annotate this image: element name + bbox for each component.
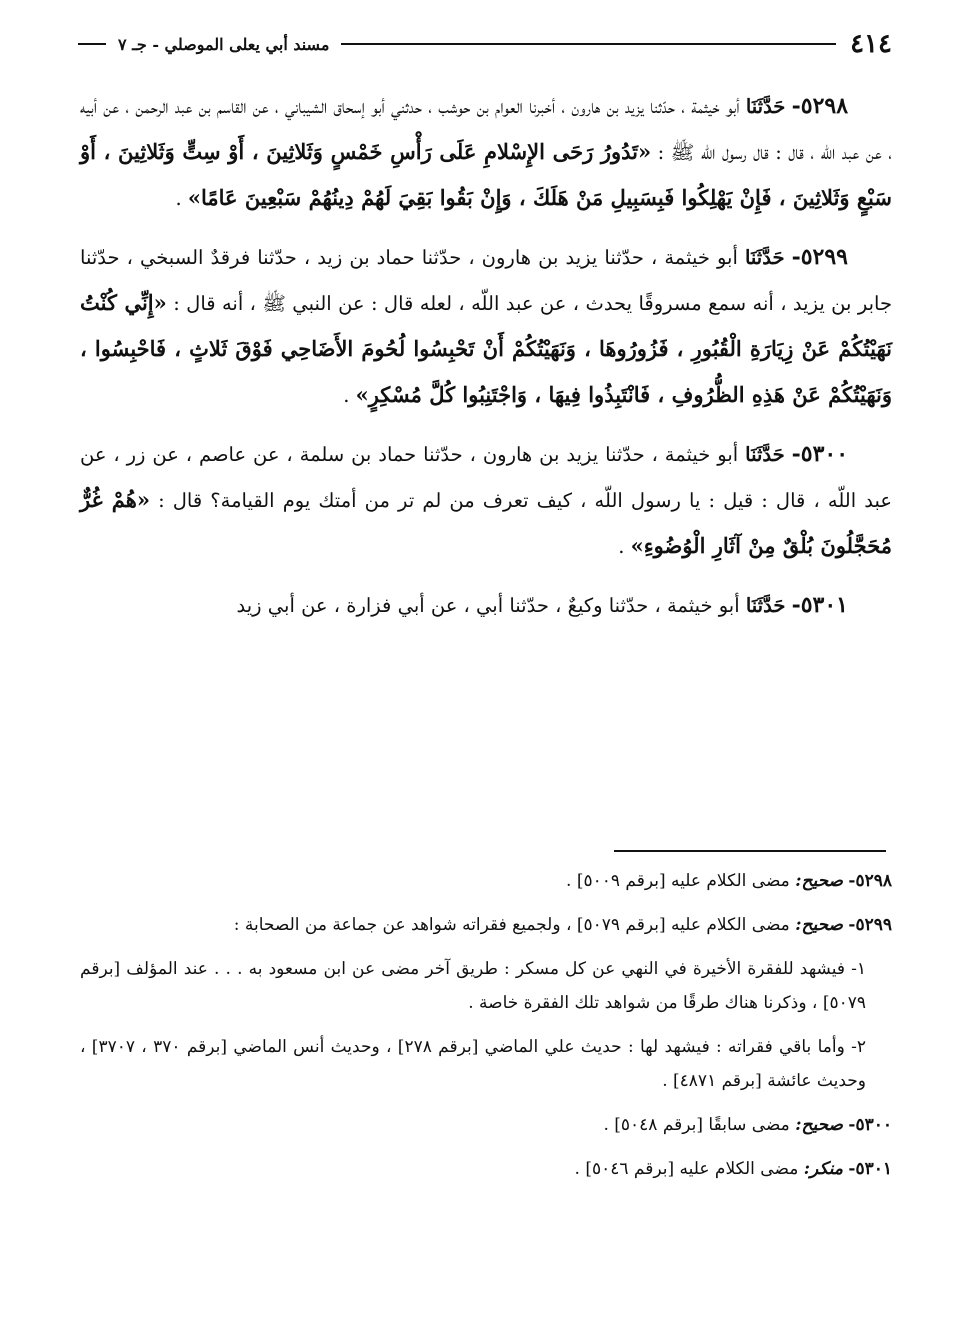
haddathana-word: حَدَّثَنَا xyxy=(745,443,785,466)
hadith-number: ٥٣٠٠- xyxy=(791,441,849,467)
isnad-text: أبو خيثمة ، حدّثنا يزيد بن هارون ، أخبرنا العوام بن حوشب ، حدثني أبو إسحاق الشيباني ، عن القاسم بن عبد الرحمن ، عن أبيه ، عن عبد اللّه ، قال : قال رسول اللّه ﷺ : xyxy=(80,95,892,164)
header-rule xyxy=(341,43,836,45)
page-number: ٤١٤ xyxy=(850,29,892,59)
footnote-number: ٥٣٠٠- xyxy=(848,1115,892,1135)
hadith-paragraph-5300 xyxy=(80,432,892,569)
footnote-text: مضى سابقًا [برقم ٥٠٤٨] . xyxy=(603,1115,790,1135)
footnote-5301 xyxy=(80,1152,892,1186)
sentence-end: . xyxy=(618,535,625,558)
header-rule-end xyxy=(78,43,106,45)
haddathana-word: حَدَّثَنَا xyxy=(745,95,786,118)
running-header xyxy=(78,24,892,64)
hadith-paragraph-5299 xyxy=(80,235,892,418)
hadith-number: ٥٢٩٩- xyxy=(791,244,848,270)
footnote-grade: منكر: xyxy=(803,1159,843,1179)
footnote-5298 xyxy=(80,864,892,898)
matn-text: «تَدُورُ رَحَى الإِسْلامِ عَلَى رَأْسِ خَمْسٍ وَثَلاثِينَ ، أَوْ سِتٍّ وَثَلاثِينَ ، أَوْ سَبْعٍ وَثَلاثِينَ ، فَإِنْ يَهْلِكُوا فَبِسَبِيلِ مَنْ هَلَكَ ، وَإِنْ بَقُوا بَقِيَ لَهُمْ دِينُهُمْ سَبْعِينَ عَامًا» xyxy=(80,139,892,210)
footnote-5300 xyxy=(80,1108,892,1142)
sentence-end: . xyxy=(343,384,350,407)
matn-text: «هُمْ غُرٌّ مُحَجَّلُونَ بُلْقٌ مِنْ آثَارِ الْوُضُوءِ» xyxy=(80,487,892,558)
footnote-5299-point-1: ١- فيشهد للفقرة الأخيرة في النهي عن كل مسكر : طريق آخر مضى عن ابن مسعود به . . . عند المؤلف [برقم ٥٠٧٩] ، وذكرنا هناك طرقًا من شواهد تلك الفقرة خاصة . xyxy=(80,959,866,1013)
isnad-text: أبو خيثمة ، حدّثنا يزيد بن هارون ، حدّثنا حماد بن زيد ، حدّثنا فرقدٌ السبخي ، حدّثنا جابر بن يزيد ، أنه سمع مسروقًا يحدث ، عن عبد اللّه ، لعله قال : عن النبي ﷺ ، أنه قال : xyxy=(80,246,892,315)
hadith-number: ٥٣٠١- xyxy=(791,592,848,618)
footnote-text: مضى الكلام عليه [برقم ٥٠٤٦] . xyxy=(574,1159,799,1179)
footnote-number: ٥٣٠١- xyxy=(848,1159,892,1179)
footnote-text: مضى الكلام عليه [برقم ٥٠٠٩] . xyxy=(566,871,790,891)
matn-text: «إِنِّي كُنْتُ نَهَيْتُكُمْ عَنْ زِيَارَةِ الْقُبُورِ ، فَزُورُوهَا ، وَنَهَيْتُكُمْ أَنْ تَحْبِسُوا لُحُومَ الأَضَاحِي فَوْقَ ثَلاثٍ ، فَاحْبِسُوا ، وَنَهَيْتُكُمْ عَنْ هَذِهِ الظُّرُوفِ ، فَانْتَبِذُوا فِيهَا ، وَاجْتَنِبُوا كُلَّ مُسْكِرٍ» xyxy=(80,290,892,407)
isnad-text: أبو خيثمة ، حدّثنا يزيد بن هارون ، حدّثنا حماد بن سلمة ، عن عاصم ، عن زر ، عن عبد اللّه ، قال : قيل : يا رسول اللّه ، كيف تعرف من لم تر من أمتك يوم القيامة؟ قال : xyxy=(80,443,892,512)
footnote-separator xyxy=(614,850,886,852)
haddathana-word: حَدَّثَنَا xyxy=(744,246,785,269)
footnote-text: مضى الكلام عليه [برقم ٥٠٧٩] ، ولجميع فقراته شواهد عن جماعة من الصحابة : xyxy=(233,915,790,935)
hadith-paragraph-5301 xyxy=(80,583,892,628)
isnad-text: أبو خيثمة ، حدّثنا وكيعٌ ، حدّثنا أبي ، عن أبي فزارة ، عن أبي زيد xyxy=(236,594,740,617)
main-text xyxy=(80,84,892,642)
footnote-number: ٥٢٩٩- xyxy=(848,915,892,935)
hadith-paragraph-5298 xyxy=(80,84,892,221)
haddathana-word: حَدَّثَنَا xyxy=(745,594,786,617)
footnotes xyxy=(80,864,892,1196)
footnote-grade: صحيح: xyxy=(795,871,843,891)
footnote-grade: صحيح: xyxy=(795,915,843,935)
footnote-5299 xyxy=(80,908,892,942)
hadith-number: ٥٢٩٨- xyxy=(791,93,849,119)
footnote-number: ٥٢٩٨- xyxy=(848,871,892,891)
book-title: مسند أبي يعلى الموصلي - جـ ٧ xyxy=(118,34,330,54)
footnote-grade: صحيح: xyxy=(795,1115,843,1135)
sentence-end: . xyxy=(175,187,182,210)
footnote-5299-point-2: ٢- وأما باقي فقراته : فيشهد لها : حديث علي الماضي [برقم ٢٧٨] ، وحديث أنس الماضي [برقم ٣٧٠ ، ٣٧٠٧] ، وحديث عائشة [برقم ٤٨٧١] . xyxy=(80,1037,867,1091)
